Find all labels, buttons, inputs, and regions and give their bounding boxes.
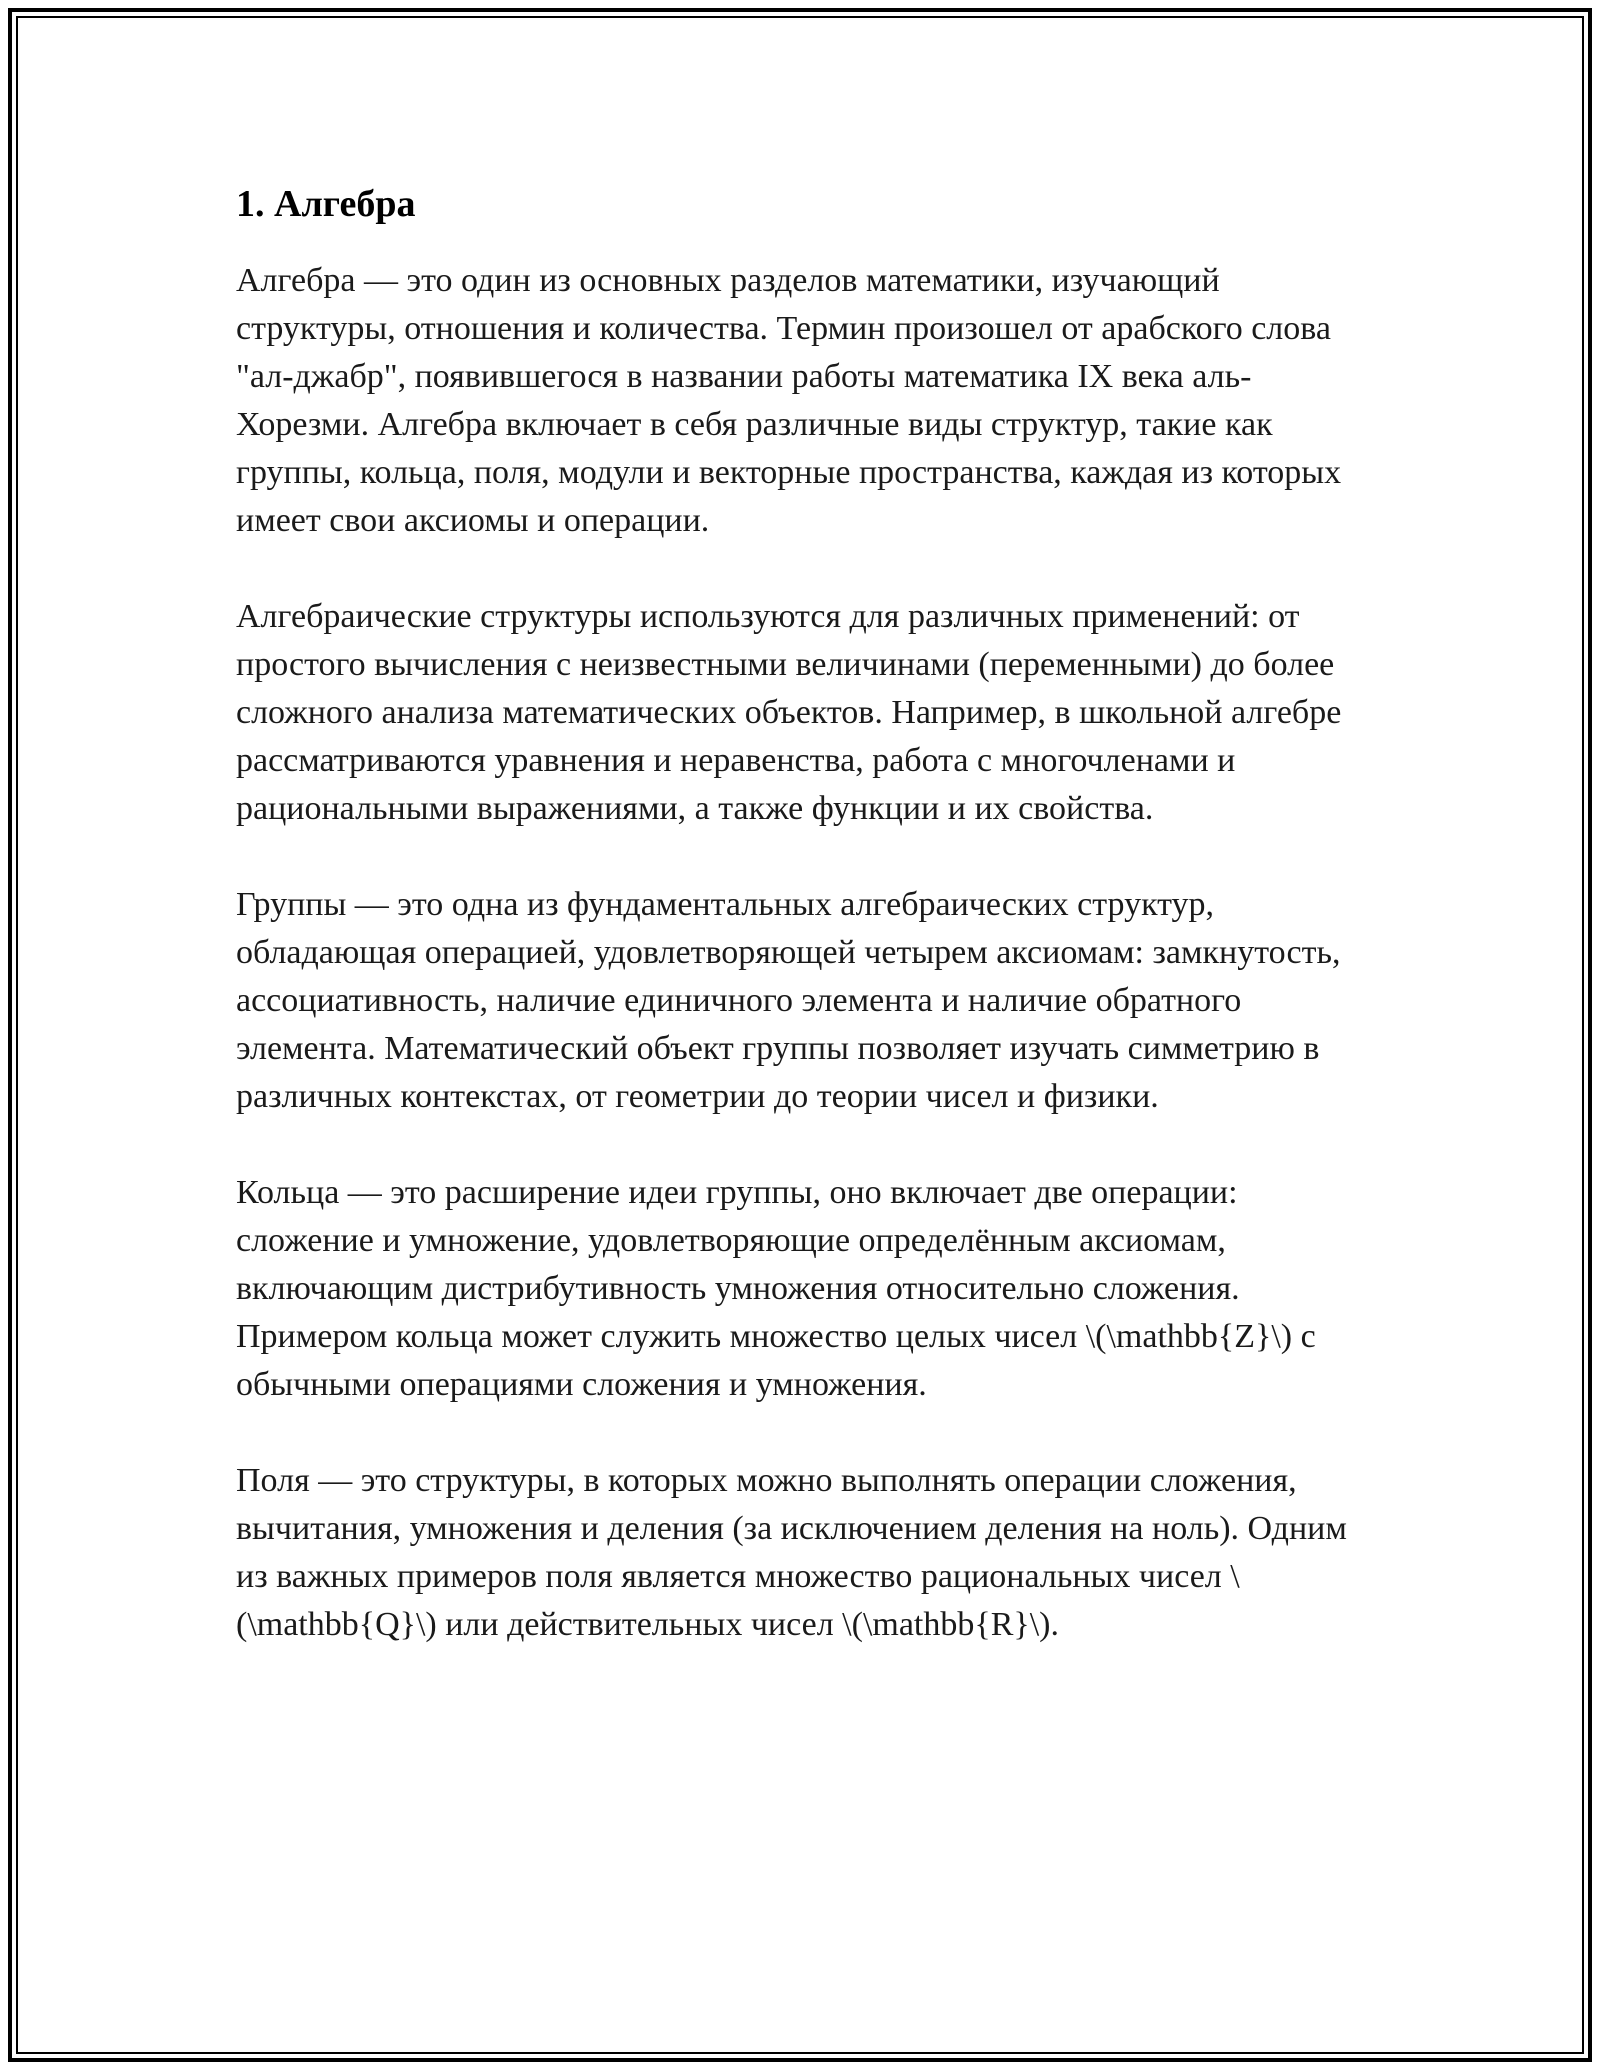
paragraph-algebraic-structures: Алгебраические структуры используются для различных применений: от простого вычисления с неизвестными величинами (переменными) до более сложного анализа математических объектов. Например, в школьной алгебре рассматриваются уравнения и неравенства, работа с многочленами и рациональными выражениями, а также функции и их свойства. bbox=[236, 598, 1342, 828]
paragraph-fields: Поля — это структуры, в которых можно выполнять операции сложения, вычитания, умножения и деления (за исключением деления на ноль). Одним из важных примеров поля является множество рациональных чисел \(\mathbb{Q}\) или действительных чисел \(\mathbb{R}\). bbox=[236, 1462, 1347, 1644]
document-body bbox=[236, 180, 1376, 1697]
paragraph-rings: Кольца — это расширение идеи группы, оно включает две операции: сложение и умножение, удовлетворяющие определённым аксиомам, включающим дистрибутивность умножения относительно сложения. Примером кольца может служить множество целых чисел \(\mathbb{Z}\) с обычными операциями сложения и умножения. bbox=[236, 1174, 1316, 1404]
paragraph-algebra-intro: Алгебра — это один из основных разделов математики, изучающий структуры, отношения и количества. Термин произошел от арабского слова "ал-джабр", появившегося в названии работы математика IX века аль-Хорезми. Алгебра включает в себя различные виды структур, такие как группы, кольца, поля, модули и векторные пространства, каждая из которых имеет свои аксиомы и операции. bbox=[236, 262, 1342, 540]
paragraph-groups: Группы — это одна из фундаментальных алгебраических структур, обладающая операцией, удовлетворяющей четырем аксиомам: замкнутость, ассоциативность, наличие единичного элемента и наличие обратного элемента. Математический объект группы позволяет изучать симметрию в различных контекстах, от геометрии до теории чисел и физики. bbox=[236, 886, 1341, 1116]
section-heading: 1. Алгебра bbox=[236, 183, 416, 225]
